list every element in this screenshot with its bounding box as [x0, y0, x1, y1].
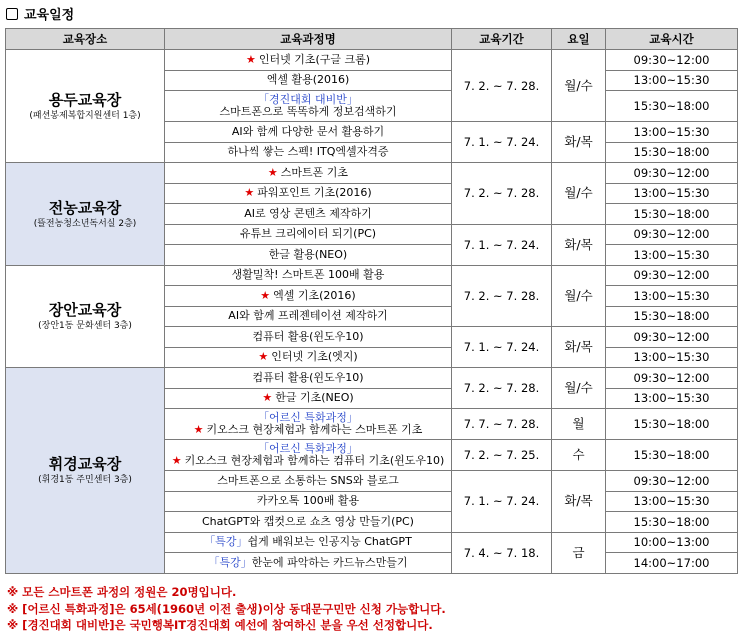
course-line: [165, 106, 451, 118]
course-cell: [165, 388, 452, 409]
venue-name: 휘경교육장: [48, 455, 122, 474]
course-name: 스마트폰으로 소통하는 SNS와 블로그: [217, 473, 399, 487]
course-name: 쉽게 배워보는 인공지능 ChatGPT: [247, 535, 412, 549]
time-cell: 13:00~15:30: [606, 286, 738, 307]
table-row: [6, 368, 738, 389]
course-cell: [165, 265, 452, 286]
venue-location: (패션봉제복합지원센터 1층): [29, 111, 141, 121]
time-cell: 09:30~12:00: [606, 224, 738, 245]
course-cell: [165, 409, 452, 440]
time-cell: 15:30~18:00: [606, 204, 738, 225]
period-cell: 7. 2. ~ 7. 25.: [452, 440, 552, 471]
course-cell: [165, 327, 452, 348]
time-cell: 09:30~12:00: [606, 368, 738, 389]
section-title-text: 교육일정: [24, 8, 75, 23]
period-cell: 7. 1. ~ 7. 24.: [452, 327, 552, 368]
venue-location: (장안1동 문화센터 3층): [38, 321, 132, 332]
days-cell: 월/수: [552, 163, 606, 225]
schedule-body: [6, 50, 738, 574]
course-cell: [165, 306, 452, 327]
days-cell: 화/목: [552, 122, 606, 163]
period-cell: 7. 1. ~ 7. 24.: [452, 224, 552, 265]
time-cell: 15:30~18:00: [606, 440, 738, 471]
course-name: 하나씩 쌓는 스펙! ITQ엑셀자격증: [227, 145, 389, 159]
days-cell: 화/목: [552, 224, 606, 265]
days-cell: 수: [552, 440, 606, 471]
time-cell: 09:30~12:00: [606, 471, 738, 492]
course-cell: [165, 224, 452, 245]
course-name: 컴퓨터 활용(윈도우10): [252, 370, 364, 384]
course-name: 스마트폰 기초: [280, 165, 349, 179]
course-cell: [165, 347, 452, 368]
time-cell: 13:00~15:30: [606, 388, 738, 409]
header-time: 교육시간: [606, 29, 738, 50]
venue-name: 장안교육장: [48, 301, 122, 320]
course-tag: 「어르신 특화과정」: [258, 442, 358, 455]
time-cell: 15:30~18:00: [606, 512, 738, 533]
course-name: AI와 함께 프레젠테이션 제작하기: [228, 309, 388, 323]
star-icon: ★: [193, 423, 204, 436]
period-cell: 7. 1. ~ 7. 24.: [452, 122, 552, 163]
course-cell: [165, 142, 452, 163]
course-name: 컴퓨터 활용(윈도우10): [252, 329, 364, 343]
time-cell: 15:30~18:00: [606, 306, 738, 327]
course-tag: 「경진대회 대비반」: [258, 93, 358, 106]
course-name: AI와 함께 다양한 문서 활용하기: [231, 124, 385, 138]
days-cell: 화/목: [552, 327, 606, 368]
venue-location: (뜰전농청소년독서실 2층): [33, 218, 137, 229]
time-cell: 09:30~12:00: [606, 265, 738, 286]
time-cell: 13:00~15:30: [606, 245, 738, 266]
days-cell: 월: [552, 409, 606, 440]
course-name: 한글 기초(NEO): [275, 391, 354, 405]
course-line: [165, 424, 451, 436]
course-name: 키오스크 현장체험과 함께하는 스마트폰 기초: [206, 423, 423, 436]
course-name: 인터넷 기초(구글 크롬): [258, 52, 371, 66]
time-cell: 15:30~18:00: [606, 91, 738, 122]
venue-cell: [6, 163, 165, 266]
venue-name: 전농교육장: [48, 198, 122, 217]
venue-cell: [6, 368, 165, 574]
star-icon: ★: [245, 52, 256, 66]
course-name: 생활밀착! 스마트폰 100배 활용: [231, 268, 385, 282]
course-name: 스마트폰으로 똑똑하게 정보검색하기: [219, 105, 397, 118]
note-line: ※ [어르신 특화과정]은 65세(1960년 이전 출생)이상 동대문구민만 신청 가능합니다.: [7, 601, 446, 616]
venue-name: 용두교육장: [48, 91, 122, 109]
venue-cell: [6, 265, 165, 368]
course-cell: [165, 204, 452, 225]
course-name: AI로 영상 콘텐츠 제작하기: [244, 206, 372, 220]
course-cell: [165, 491, 452, 512]
header-row: [6, 29, 738, 50]
course-name: 키오스크 현장체험과 함께하는 컴퓨터 기초(윈도우10): [184, 454, 445, 467]
course-cell: [165, 368, 452, 389]
time-cell: 14:00~17:00: [606, 553, 738, 574]
course-name: 파워포인트 기초(2016): [257, 186, 372, 200]
star-icon: ★: [260, 288, 271, 302]
time-cell: 10:00~13:00: [606, 532, 738, 553]
course-line: [165, 455, 451, 467]
course-cell: [165, 512, 452, 533]
days-cell: 화/목: [552, 471, 606, 533]
checkbox-square-icon: [6, 8, 18, 20]
days-cell: 금: [552, 532, 606, 573]
time-cell: 15:30~18:00: [606, 409, 738, 440]
course-tag: 「어르신 특화과정」: [258, 411, 358, 424]
course-name: 인터넷 기초(엣지): [271, 350, 358, 364]
time-cell: 13:00~15:30: [606, 183, 738, 204]
star-icon: ★: [262, 391, 273, 405]
course-name: 엑셀 활용(2016): [266, 73, 350, 87]
period-cell: 7. 1. ~ 7. 24.: [452, 471, 552, 533]
course-cell: [165, 440, 452, 471]
notes: [7, 584, 446, 634]
period-cell: 7. 2. ~ 7. 28.: [452, 368, 552, 409]
course-cell: [165, 70, 452, 91]
table-row: [6, 163, 738, 184]
time-cell: 13:00~15:30: [606, 70, 738, 91]
star-icon: ★: [258, 350, 269, 364]
course-cell: [165, 183, 452, 204]
star-icon: ★: [267, 165, 278, 179]
course-cell: [165, 532, 452, 553]
period-cell: 7. 4. ~ 7. 18.: [452, 532, 552, 573]
course-cell: [165, 91, 452, 122]
note-line: ※ [경진대회 대비반]은 국민행복IT경진대회 예선에 참여하신 분을 우선 선정합니다.: [7, 618, 433, 632]
period-cell: 7. 2. ~ 7. 28.: [452, 265, 552, 327]
course-cell: [165, 122, 452, 143]
star-icon: ★: [171, 454, 182, 467]
course-name: ChatGPT와 캡컷으로 쇼츠 영상 만들기(PC): [202, 514, 414, 528]
note-line: ※ 모든 스마트폰 과정의 정원은 20명입니다.: [7, 585, 237, 599]
course-cell: [165, 50, 452, 71]
period-cell: 7. 7. ~ 7. 28.: [452, 409, 552, 440]
course-cell: [165, 471, 452, 492]
period-cell: 7. 2. ~ 7. 28.: [452, 163, 552, 225]
time-cell: 13:00~15:30: [606, 122, 738, 143]
course-tag: 「특강」: [204, 535, 248, 549]
table-row: [6, 50, 738, 71]
course-name: 한글 활용(NEO): [268, 247, 348, 261]
course-name: 카카오톡 100배 활용: [256, 494, 360, 508]
course-name: 한눈에 파악하는 카드뉴스만들기: [251, 555, 408, 569]
course-name: 유튜브 크리에이터 되기(PC): [239, 227, 377, 241]
time-cell: 09:30~12:00: [606, 163, 738, 184]
course-name: 엑셀 기초(2016): [273, 288, 356, 302]
course-cell: [165, 163, 452, 184]
time-cell: 13:00~15:30: [606, 491, 738, 512]
star-icon: ★: [244, 186, 255, 200]
section-title: [6, 4, 74, 23]
time-cell: 13:00~15:30: [606, 347, 738, 368]
time-cell: 15:30~18:00: [606, 142, 738, 163]
time-cell: 09:30~12:00: [606, 50, 738, 71]
time-cell: 09:30~12:00: [606, 327, 738, 348]
table-row: [6, 265, 738, 286]
venue-cell: [6, 50, 165, 163]
header-venue: 교육장소: [6, 29, 165, 50]
header-days: 요일: [552, 29, 606, 50]
course-cell: [165, 553, 452, 574]
days-cell: 월/수: [552, 265, 606, 327]
course-tag: 「특강」: [208, 555, 252, 569]
schedule-table: [5, 28, 738, 574]
period-cell: 7. 2. ~ 7. 28.: [452, 50, 552, 122]
header-course: 교육과정명: [165, 29, 452, 50]
venue-location: (휘경1동 주민센터 3층): [38, 475, 132, 486]
days-cell: 월/수: [552, 50, 606, 122]
days-cell: 월/수: [552, 368, 606, 409]
header-period: 교육기간: [452, 29, 552, 50]
course-cell: [165, 286, 452, 307]
course-cell: [165, 245, 452, 266]
